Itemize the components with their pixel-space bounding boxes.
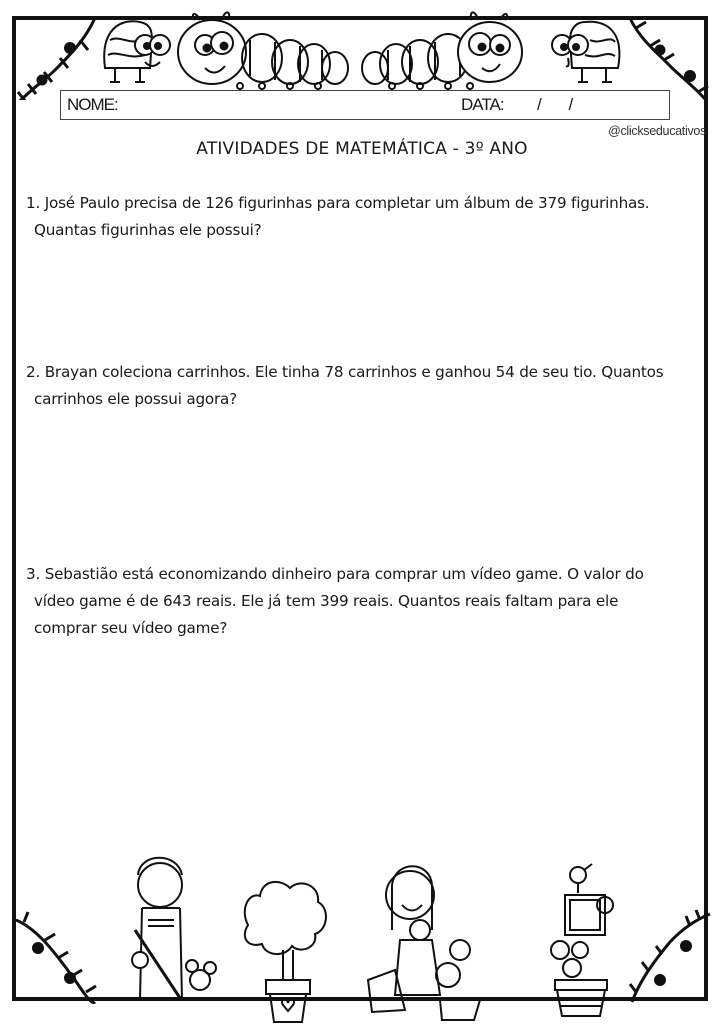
header-illustration	[0, 0, 724, 100]
caterpillar-right-icon	[362, 12, 522, 89]
question-text-line: vídeo game é de 643 reais. Ele já tem 399 reais. Quantos reais faltam para ele	[34, 592, 619, 610]
vine-left-icon	[16, 912, 96, 1003]
worksheet-title: ATIVIDADES DE MATEMÁTICA - 3º ANO	[196, 139, 528, 159]
vine-right-icon	[630, 18, 710, 100]
boy-gardener-icon	[132, 858, 216, 1000]
name-date-box	[60, 90, 670, 120]
question-text-line: carrinhos ele possui agora?	[34, 390, 237, 408]
question-1	[26, 190, 692, 244]
question-2	[26, 359, 692, 413]
ladybug-left-icon	[104, 21, 170, 82]
question-text-line: Quantas figurinhas ele possui?	[34, 221, 262, 239]
question-3	[26, 561, 692, 642]
question-text-line: 1. José Paulo precisa de 126 figurinhas para completar um álbum de 379 figurinhas.	[26, 194, 650, 212]
author-handle: @clickseducativos	[608, 124, 706, 138]
name-label: NOME:	[67, 95, 118, 114]
date-label: DATA:	[461, 95, 504, 114]
footer-illustration	[0, 830, 724, 1024]
question-text-line: 2. Brayan coleciona carrinhos. Ele tinha 78 carrinhos e ganhou 54 de seu tio. Quantos	[26, 363, 664, 381]
girl-with-watering-can-icon	[368, 866, 480, 1020]
vine-right-icon	[630, 910, 710, 1002]
caterpillar-left-icon	[178, 12, 348, 89]
question-text-line: comprar seu vídeo game?	[34, 619, 228, 637]
bird-sign-flowerpot-icon	[551, 864, 613, 1016]
ladybug-right-icon	[552, 22, 619, 82]
question-text-line: 3. Sebastião está economizando dinheiro para comprar um vídeo game. O valor do	[26, 565, 644, 583]
date-slashes: / /	[537, 95, 574, 114]
potted-tree-icon	[245, 882, 326, 1022]
vine-left-icon	[16, 18, 95, 100]
